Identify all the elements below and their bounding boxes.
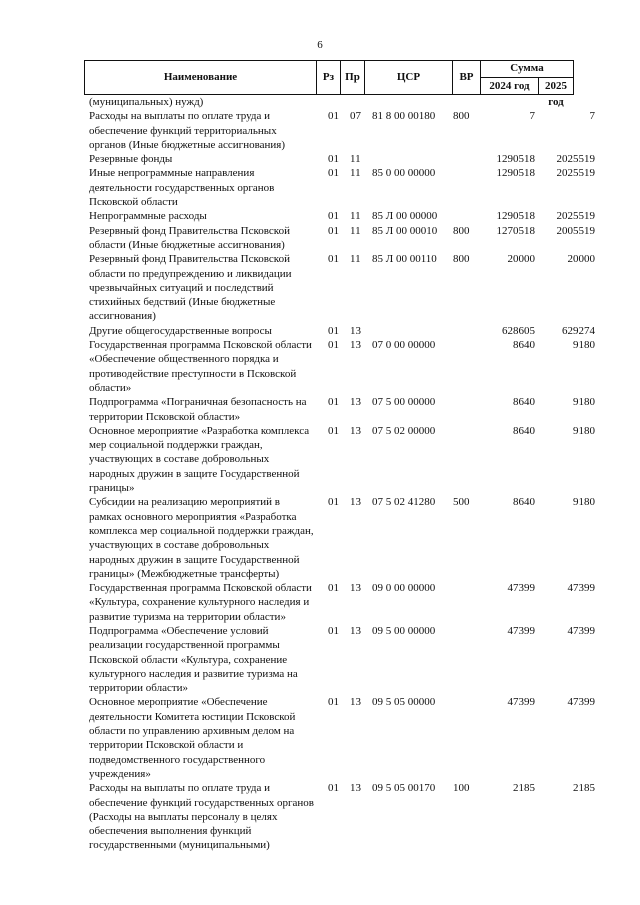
row-pr: 11: [350, 210, 361, 223]
row-pr: 13: [350, 396, 361, 409]
table-row: [0, 424, 640, 495]
row-rz: 01: [328, 253, 339, 266]
row-pr: 13: [350, 696, 361, 709]
row-rz: 01: [328, 110, 339, 123]
row-amount-2025: 9180: [573, 496, 595, 509]
row-vr: 100: [453, 782, 470, 795]
table-row: [0, 166, 640, 209]
row-name: (муниципальных) нужд): [89, 96, 204, 108]
row-amount-2025: 629274: [562, 324, 595, 337]
row-csr: 85 0 00 00000: [372, 167, 436, 180]
row-csr: 07 5 00 00000: [372, 396, 436, 409]
row-csr: 81 8 00 00180: [372, 110, 436, 123]
row-rz: 01: [328, 153, 339, 166]
header-rz: Рз: [317, 61, 341, 94]
table-body: [0, 95, 640, 853]
row-name: Другие общегосударственные вопросы: [89, 324, 272, 337]
row-amount-2025: 9180: [573, 396, 595, 409]
row-rz: 01: [328, 167, 339, 180]
row-pr: 11: [350, 153, 361, 166]
row-amount-2025: 2025519: [556, 210, 595, 223]
row-amount-2024: 8640: [513, 424, 535, 437]
row-amount-2024: 2185: [513, 782, 535, 795]
row-name: Иные непрограммные направления деятельности государственных органов Псковской области: [89, 167, 275, 209]
row-amount-2024: 47399: [507, 582, 535, 595]
row-amount-2024: 628605: [502, 324, 535, 337]
row-rz: 01: [328, 582, 339, 595]
page-number: 6: [317, 39, 323, 51]
row-rz: 01: [328, 324, 339, 337]
row-csr: 85 Л 00 00110: [372, 253, 437, 266]
row-rz: 01: [328, 396, 339, 409]
row-name: Резервный фонд Правительства Псковской области (Иные бюджетные ассигнования): [89, 224, 290, 251]
table-row: [0, 338, 640, 395]
row-rz: 01: [328, 496, 339, 509]
header-year-2024: 2024 год: [481, 78, 539, 94]
row-name: Субсидии на реализацию мероприятий в рамках основного мероприятия «Разработка комплекса мер социальной поддержки граждан, участвующих в составе добровольных народных дружин в защите Государственной границы» (Межбюджетные трансферты): [89, 496, 314, 580]
row-amount-2025: 2025519: [556, 153, 595, 166]
table-row: [0, 224, 640, 253]
table-row: [0, 252, 640, 323]
row-csr: 85 Л 00 00000: [372, 210, 438, 223]
row-amount-2025: 20000: [567, 253, 595, 266]
row-vr: 800: [453, 253, 470, 266]
row-amount-2024: 47399: [507, 624, 535, 637]
row-amount-2024: 20000: [507, 253, 535, 266]
row-amount-2024: 1290518: [496, 210, 535, 223]
row-pr: 13: [350, 324, 361, 337]
row-amount-2024: 8640: [513, 396, 535, 409]
row-csr: 07 5 02 41280: [372, 496, 436, 509]
row-pr: 13: [350, 582, 361, 595]
table-row: [0, 109, 640, 152]
row-amount-2024: 7: [529, 110, 535, 123]
row-rz: 01: [328, 624, 339, 637]
row-amount-2025: 47399: [567, 582, 595, 595]
row-rz: 01: [328, 224, 339, 237]
row-vr: 800: [453, 110, 470, 123]
row-csr: 09 5 00 00000: [372, 624, 436, 637]
table-row: [0, 695, 640, 781]
row-pr: 11: [350, 253, 361, 266]
row-name: Расходы на выплаты по оплате труда и обеспечение функций государственных органов (Расходы на выплаты персоналу в целях обеспечения выполнения функций государственными (муниципальными): [89, 782, 314, 852]
row-rz: 01: [328, 782, 339, 795]
row-vr: 800: [453, 224, 470, 237]
table-row: [0, 152, 640, 166]
row-pr: 13: [350, 339, 361, 352]
row-amount-2024: 1270518: [496, 224, 535, 237]
row-amount-2025: 2005519: [556, 224, 595, 237]
table-row: [0, 324, 640, 338]
table-row: [0, 395, 640, 424]
table-row: [0, 581, 640, 624]
row-name: Государственная программа Псковской области «Культура, сохранение культурного наследия и развитие туризма на территории области»: [89, 582, 312, 623]
row-rz: 01: [328, 696, 339, 709]
header-name: Наименование: [85, 61, 317, 94]
row-name: Государственная программа Псковской области «Обеспечение общественного порядка и противодействие преступности в Псковской области»: [89, 339, 312, 394]
row-rz: 01: [328, 339, 339, 352]
table-row: [0, 95, 640, 109]
header-year-2025: 2025 год: [545, 80, 567, 108]
header-sum: Сумма: [481, 61, 573, 78]
row-pr: 13: [350, 624, 361, 637]
row-name: Расходы на выплаты по оплате труда и обеспечение функций территориальных органов (Иные бюджетные ассигнования): [89, 110, 286, 151]
row-amount-2025: 47399: [567, 624, 595, 637]
row-name: Непрограммные расходы: [89, 210, 207, 223]
row-name: Основное мероприятие «Обеспечение деятельности Комитета юстиции Псковской области по управлению архивным делом на территории Псковской области и подведомственного государственного учреждения»: [89, 696, 296, 780]
row-csr: 07 5 02 00000: [372, 424, 436, 437]
row-amount-2024: 1290518: [496, 167, 535, 180]
row-name: Подпрограмма «Обеспечение условий реализации государственной программы Псковской области «Культура, сохранение культурного наследия и развитие туризма на территории области»: [89, 624, 298, 695]
row-amount-2024: 1290518: [496, 153, 535, 166]
row-amount-2024: 8640: [513, 496, 535, 509]
row-pr: 13: [350, 496, 361, 509]
row-rz: 01: [328, 424, 339, 437]
row-name: Подпрограмма «Пограничная безопасность на территории Псковской области»: [89, 396, 307, 423]
row-amount-2025: 2025519: [556, 167, 595, 180]
row-pr: 11: [350, 167, 361, 180]
row-name: Основное мероприятие «Разработка комплекса мер социальной поддержки граждан, участвующих в составе добровольных народных дружин в защите Государственной границы»: [89, 424, 310, 495]
row-amount-2025: 9180: [573, 339, 595, 352]
row-csr: 09 0 00 00000: [372, 582, 436, 595]
row-pr: 07: [350, 110, 361, 123]
row-pr: 13: [350, 424, 361, 437]
row-amount-2024: 47399: [507, 696, 535, 709]
row-csr: 07 0 00 00000: [372, 339, 436, 352]
row-amount-2024: 8640: [513, 339, 535, 352]
row-vr: 500: [453, 496, 470, 509]
row-amount-2025: 2185: [573, 782, 595, 795]
table-row: [0, 495, 640, 581]
row-amount-2025: 47399: [567, 696, 595, 709]
table-row: [0, 781, 640, 852]
header-csr: ЦСР: [365, 61, 453, 94]
header-vr: ВР: [453, 61, 481, 94]
row-amount-2025: 7: [589, 110, 595, 123]
table-row: [0, 209, 640, 223]
header-pr: Пр: [341, 61, 365, 94]
row-pr: 13: [350, 782, 361, 795]
row-name: Резервный фонд Правительства Псковской области по предупреждению и ликвидации чрезвычайных ситуаций и последствий стихийных бедствий (Иные бюджетные ассигнования): [89, 253, 292, 323]
row-name: Резервные фонды: [89, 153, 173, 166]
row-rz: 01: [328, 210, 339, 223]
row-csr: 09 5 05 00000: [372, 696, 436, 709]
row-csr: 09 5 05 00170: [372, 782, 436, 795]
row-pr: 11: [350, 224, 361, 237]
table-row: [0, 624, 640, 695]
row-csr: 85 Л 00 00010: [372, 224, 438, 237]
row-amount-2025: 9180: [573, 424, 595, 437]
